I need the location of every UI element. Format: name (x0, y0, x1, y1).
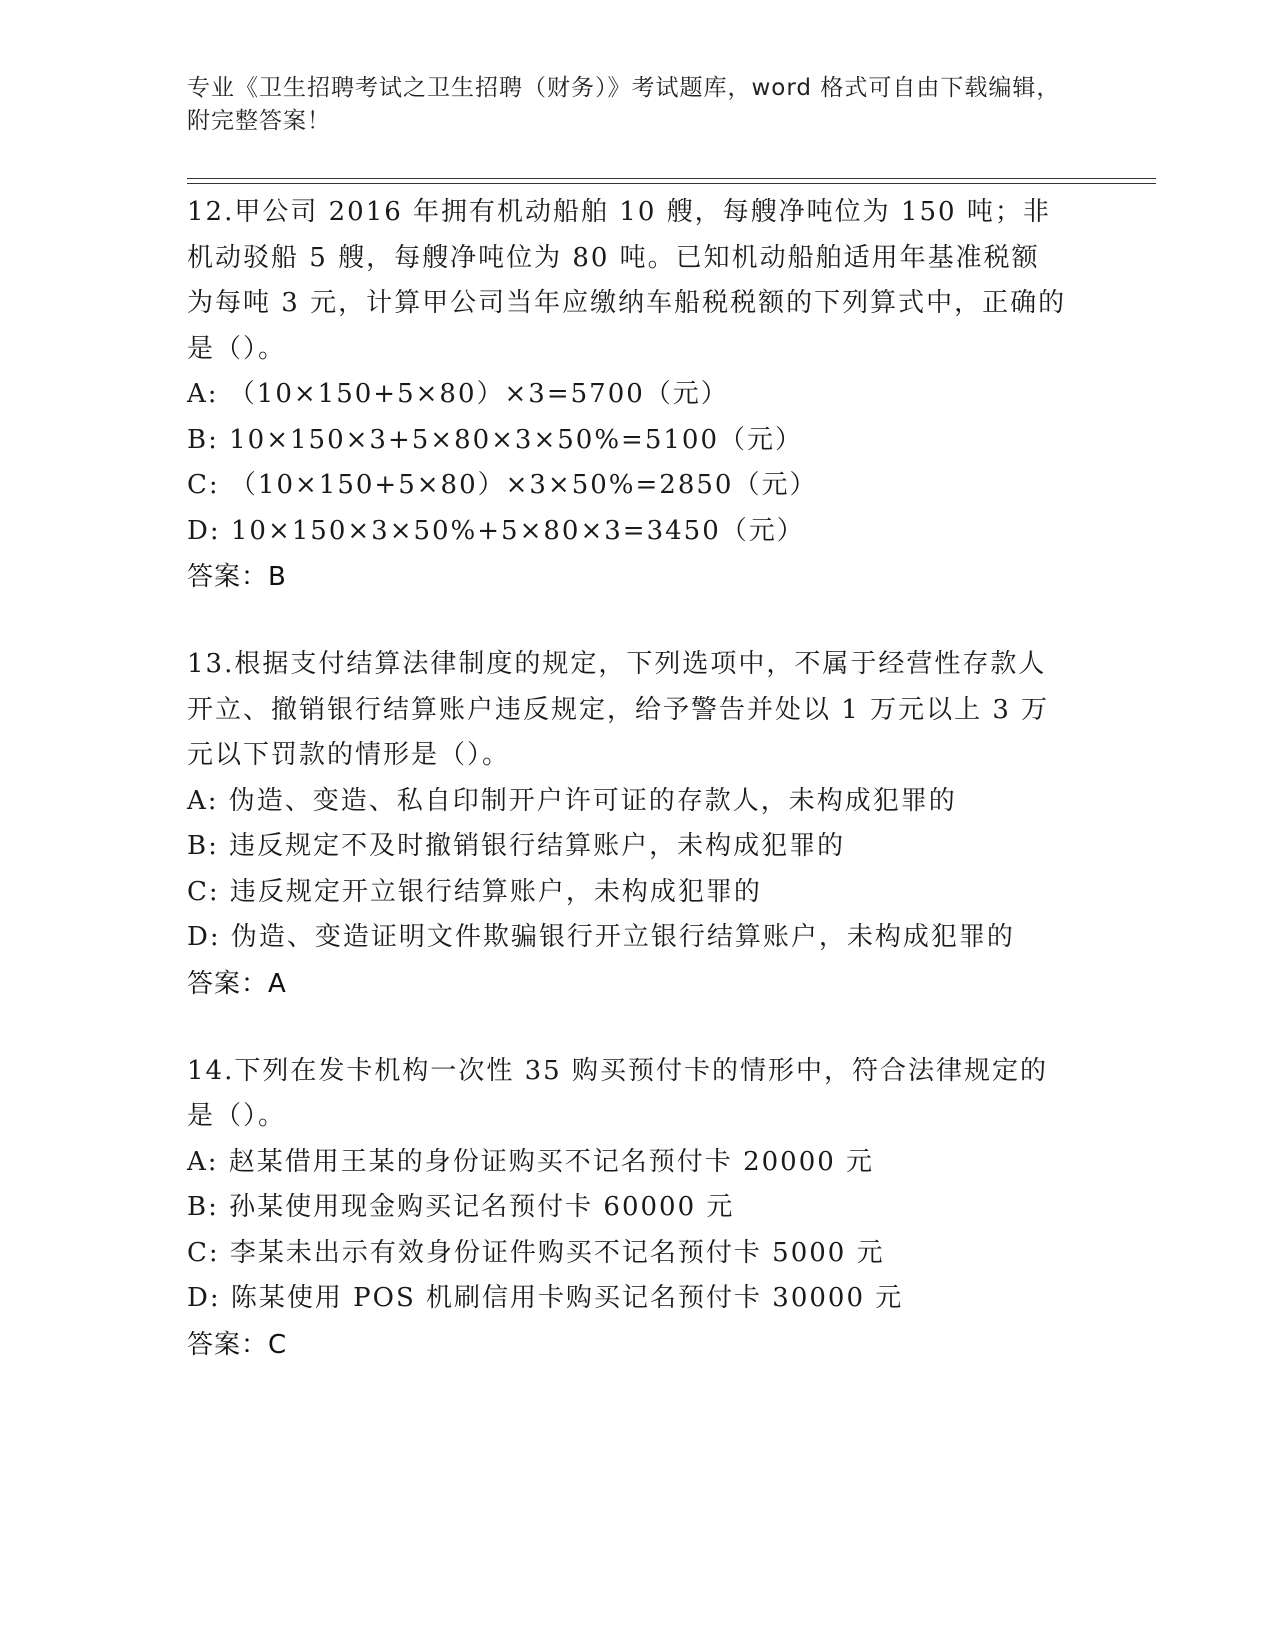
option-d: D: 10×150×3×50%+5×80×3=3450（元） (187, 515, 805, 546)
answer-line: 答案：C (187, 1329, 288, 1360)
question-stem: 12.甲公司 2016 年拥有机动船舶 10 艘，每艘净吨位为 150 吨；非机动驳船 5 艘，每艘净吨位为 80 吨。已知机动船舶适用年基准税额为每吨 3 元，计算甲公司当年应缴纳车船税税额的下列算式中，正确的是（）。 (187, 197, 1067, 364)
option-d: D: 伪造、变造证明文件欺骗银行开立银行结算账户，未构成犯罪的 (187, 922, 1015, 952)
option-a: A: 伪造、变造、私自印制开户许可证的存款人，未构成犯罪的 (187, 785, 957, 816)
answer-line: 答案：B (187, 562, 287, 592)
document-header: 专业《卫生招聘考试之卫生招聘（财务）》考试题库，word 格式可自由下载编辑，附完整答案！ (187, 75, 1061, 134)
option-b: B: 孙某使用现金购买记名预付卡 60000 元 (187, 1192, 735, 1222)
option-a: A: 赵某借用王某的身份证购买不记名预付卡 20000 元 (187, 1146, 875, 1177)
question-12 (187, 190, 1087, 600)
question-stem: 13.根据支付结算法律制度的规定，下列选项中，不属于经营性存款人开立、撤销银行结算账户违反规定，给予警告并处以 1 万元以上 3 万元以下罚款的情形是（）。 (187, 649, 1050, 770)
question-stem: 14.下列在发卡机构一次性 35 购买预付卡的情形中，符合法律规定的是（）。 (187, 1055, 1048, 1131)
option-c: C: （10×150+5×80）×3×50%=2850（元） (187, 470, 818, 500)
header-divider (187, 178, 1156, 184)
option-d: D: 陈某使用 POS 机刷信用卡购买记名预付卡 30000 元 (187, 1283, 904, 1313)
option-c: C: 李某未出示有效身份证件购买不记名预付卡 5000 元 (187, 1237, 885, 1268)
option-a: A: （10×150+5×80）×3=5700（元） (187, 379, 729, 409)
answer-line: 答案：A (187, 968, 287, 999)
option-c: C: 违反规定开立银行结算账户，未构成犯罪的 (187, 876, 762, 907)
question-13 (187, 642, 1087, 1007)
option-b: B: 10×150×3+5×80×3×50%=5100（元） (187, 424, 804, 455)
option-b: B: 违反规定不及时撤销银行结算账户，未构成犯罪的 (187, 831, 846, 861)
question-14 (187, 1049, 1087, 1368)
question-list (187, 190, 1087, 1410)
